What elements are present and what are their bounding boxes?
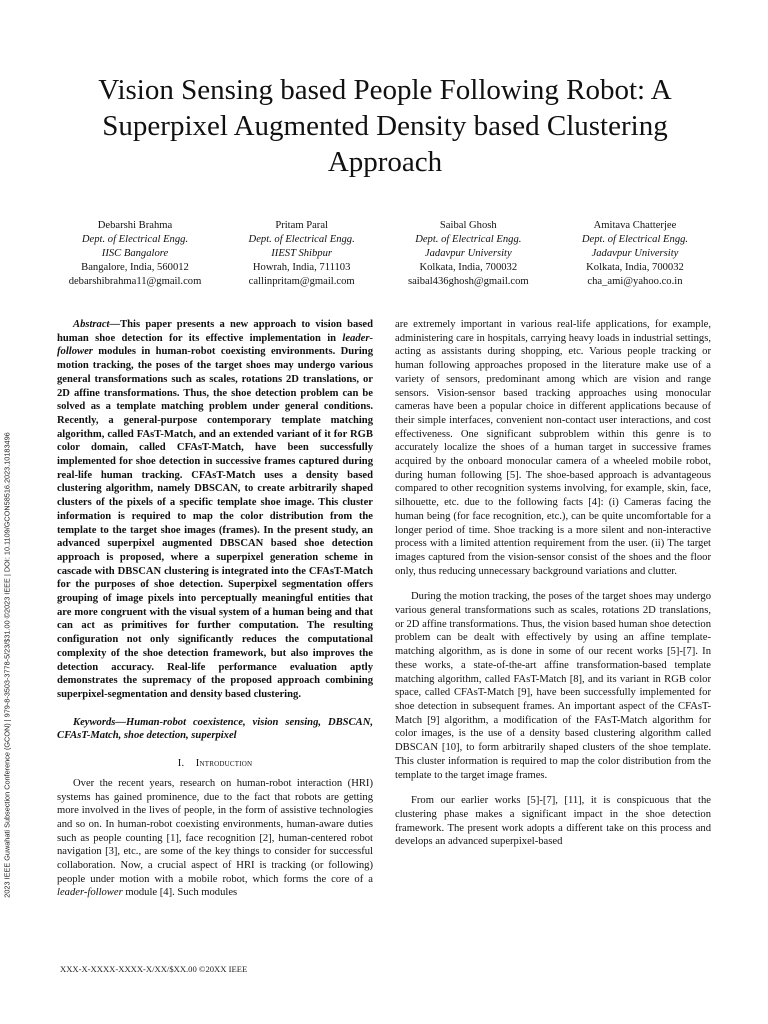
intro-text: module [4]. Such modules bbox=[122, 887, 238, 899]
right-column bbox=[395, 318, 711, 849]
body-paragraph: are extremely important in various real-life applications, for example, administering care in hospitals, carrying heavy loads in industrial settings, acting as assistants during shopping, etc. Various people tracking or human following approaches proposed in the literature make use of a variety of sensors, predominant among which are vision and range sensors. Vision-sensor based tracking approaches using monocular cameras have been a popular choice in different applications because of their simple interfaces, convenient non-contact user interactions, and cost effectiveness. One significant subproblem within this genre is to accurately localize the shoes of a human target in successive frames acquired by the onboard monocular camera of a wheeled mobile robot, during human following [5]. The shoe-based approach is advantageous compared to other recognition systems involving, for example, skin, face, silhouette, etc. due to the following facts [4]: (i) Cameras facing the human being (for face recognition, etc.), can be quite uncomfortable for a longer period of time. Shoe tracking is a more silent and non-interactive process with a limited attention requirement from the user. (ii) The target images captured from the vision-sensor consist of the shoes and the floor only, thus reducing unnecessary background variations and clutter. bbox=[395, 319, 711, 577]
section-number: I. bbox=[177, 758, 185, 770]
author-dept: Dept. of Electrical Engg. bbox=[81, 234, 189, 245]
left-column bbox=[57, 318, 373, 900]
abstract-emphasis: leader-follower bbox=[57, 332, 373, 358]
body-paragraph: From our earlier works [5]-[7], [11], it is conspicuous that the clustering phase makes a significant impact in the shoe detection framework. The present work adopts a different take on this process and develops an advanced superpixel-based bbox=[395, 795, 711, 848]
abstract bbox=[57, 318, 373, 702]
section-heading bbox=[57, 757, 373, 771]
author-institution: Jadavpur University bbox=[424, 248, 512, 259]
intro-paragraph bbox=[57, 777, 373, 900]
abstract-text: modules in human-robot coexisting environments. During motion tracking, the poses of the target shoes may undergo various general transformations such as scales, rotations 2D translations, or 2D affine transformations. Thus, the shoe detection problem can be solved as a template matching problem under general conditions. Recently, a general-purpose contemporary template matching algorithm, called FAsT-Match, and an extended variant of it for RGB color domain, called CFAsT-Match, have been successfully implemented for shoe detection in successive frames captured during real-life human tracking. CFAsT-Match uses a density based clustering algorithm, namely DBSCAN, to create arbitrarily shaped clusters of the pixels of a specific template shoe image. This cluster information is required to map the color distribution from the template to the target shoe images (frames). In the present study, an advanced superpixel augmented DBSCAN based shoe detection approach is proposed, where a superpixel generation scheme in cascade with DBSCAN clustering is integrated into the CFAsT-Match for the purposes of shoe detection. Superpixel segmentation offers grouping of image pixels into perceptually meaningful entities that are more congruent with the visual system of a human being and that can act as primitives for further computation. The resulting configuration not only significantly reduces the computational complexity of the shoe detection framework, but also improves the detection accuracy. Real-life performance evaluation aptly demonstrates the supremacy of the proposed approach combining superpixel-segmentation and density based clustering. bbox=[57, 346, 373, 700]
author-institution: IIEST Shibpur bbox=[271, 248, 333, 259]
author-4 bbox=[552, 219, 718, 289]
doi-banner-text: 2023 IEEE Guwahati Subsection Conference (GCON) | 979-8-3503-3778-5/23/$31.00 ©2023 IEEE | DOI: 10.1109/GCON58516.2023.10183496 bbox=[2, 432, 12, 898]
author-email: cha_ami@yahoo.co.in bbox=[587, 276, 683, 287]
author-dept: Dept. of Electrical Engg. bbox=[415, 234, 522, 245]
author-city: Kolkata, India, 700032 bbox=[419, 262, 518, 273]
keywords bbox=[57, 716, 373, 743]
author-city: Howrah, India, 711103 bbox=[252, 262, 351, 273]
keywords-text: Human-robot coexistence, vision sensing, DBSCAN, CFAsT-Match, shoe detection, superpixel bbox=[57, 716, 373, 742]
doi-side-banner bbox=[0, 360, 14, 970]
author-email: debarshibrahma11@gmail.com bbox=[68, 276, 202, 287]
author-dept: Dept. of Electrical Engg. bbox=[581, 234, 689, 245]
author-name: Amitava Chatterjee bbox=[593, 220, 677, 231]
intro-emphasis: leader-follower bbox=[57, 887, 123, 899]
author-city: Kolkata, India, 700032 bbox=[586, 262, 684, 273]
keywords-label: Keywords— bbox=[73, 716, 126, 728]
copyright-footer: XXX-X-XXXX-XXXX-X/XX/$XX.00 ©20XX IEEE bbox=[60, 964, 248, 974]
author-institution: IISC Bangalore bbox=[101, 248, 169, 259]
intro-text: Over the recent years, research on human-robot interaction (HRI) systems has gained prominence, due to the fact that robots are getting more involved in the lives of people, in the form of assistive technologies and so on. In human-robot coexisting environments, human-aware duties such as people counting [1], face recognition [2], human-centered robot navigation [3], etc., are some of the key things to consider for successful collaboration. Now, a crucial aspect of HRI is tracking (or following) people under motion with a mobile robot, which forms the core of a bbox=[57, 777, 373, 885]
body-paragraph: During the motion tracking, the poses of the target shoes may undergo various general transformations such as scales, rotations 2D translations, or 2D affine transformations. Thus, the vision based human shoe detection problem can be dealt with effectively by using an affine template-matching algorithm, as is done in some of our recent works [5]-[7]. In these works, a state-of-the-art affine transformation-based template matching algorithm, called FAsT-Match [8], and its variant in RGB color space, called CFAsT-Match [9], have been successfully implemented for shoe detection in subsequent frames. An important aspect of the CFAsT-Match [9] algorithm, a modification of the FAsT-Match algorithm for color images, is the use of a density based clustering algorithm called DBSCAN [10], to form arbitrarily shaped clusters of the shoe template. This cluster information is required to map the color distribution from the template to the target image frames. bbox=[395, 591, 711, 781]
author-name: Saibal Ghosh bbox=[439, 220, 497, 231]
author-name: Pritam Paral bbox=[275, 220, 328, 231]
author-dept: Dept. of Electrical Engg. bbox=[248, 234, 355, 245]
author-block bbox=[52, 219, 718, 289]
paper-title: Vision Sensing based People Following Robot: A Superpixel Augmented Density based Clustering Approach bbox=[98, 74, 672, 178]
author-city: Bangalore, India, 560012 bbox=[81, 262, 189, 273]
author-email: saibal436ghosh@gmail.com bbox=[407, 276, 529, 287]
author-institution: Jadavpur University bbox=[591, 248, 679, 259]
author-3 bbox=[385, 219, 551, 289]
abstract-label: Abstract— bbox=[73, 319, 121, 330]
author-email: callinpritam@gmail.com bbox=[248, 276, 355, 287]
author-name: Debarshi Brahma bbox=[97, 220, 173, 231]
author-1 bbox=[52, 219, 218, 289]
section-title: Introduction bbox=[195, 758, 253, 770]
author-2 bbox=[219, 219, 385, 289]
abstract-text: This paper presents a new approach to vision based human shoe detection for its effective implementation in bbox=[57, 319, 373, 344]
